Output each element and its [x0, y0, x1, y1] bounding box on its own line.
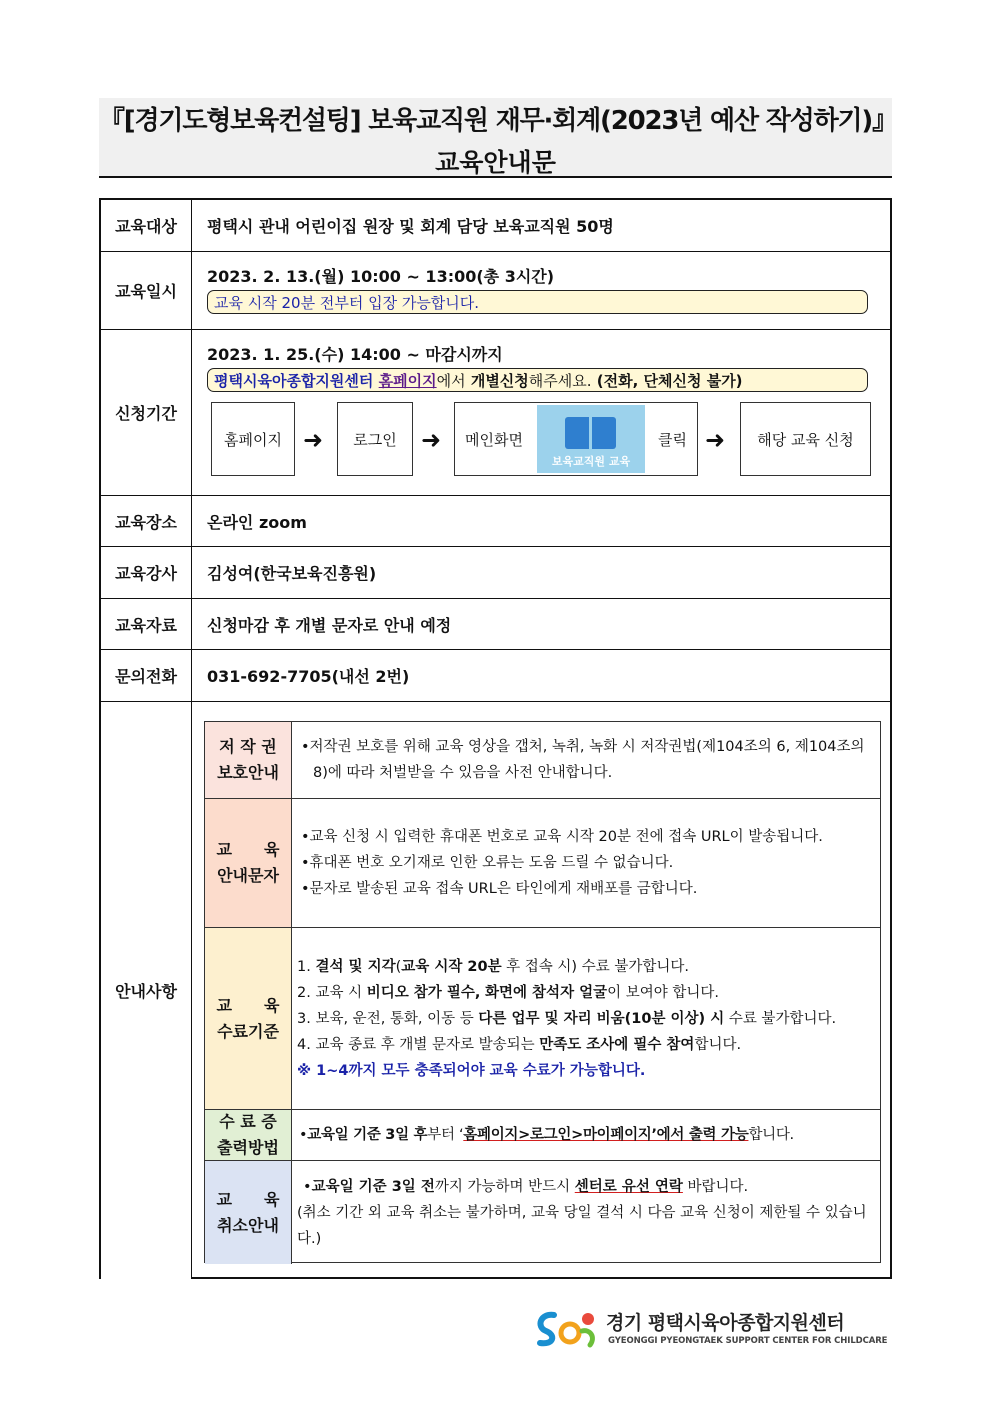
- item-bold: 화면에 참석자 얼굴: [484, 984, 608, 1001]
- book-icon: [537, 405, 645, 473]
- notice-completion: [205, 928, 880, 1110]
- notice-head: [205, 722, 292, 798]
- row-value: 온라인 zoom: [207, 512, 307, 532]
- title-box: [99, 98, 897, 178]
- notice-table: [204, 721, 881, 1263]
- book-label: 보육교직원 교육: [551, 455, 631, 468]
- notice-cancel: [205, 1161, 880, 1264]
- row-value: 2023. 2. 13.(월) 10:00 ~ 13:00(총 3시간): [207, 267, 555, 286]
- item-text: 후 접속 시) 수료 불가합니다.: [501, 958, 689, 975]
- item-text: 보육, 운전, 통화, 이동 등: [315, 1010, 474, 1027]
- item-bold: 교육일 기준 3일 전: [311, 1178, 435, 1195]
- head-line1: 교 육: [216, 995, 280, 1015]
- homepage-text: 홈페이지: [378, 371, 437, 390]
- row-label: 신청기간: [101, 330, 192, 495]
- flow-main-label: 메인화면: [465, 430, 523, 449]
- head-line2: 출력방법: [217, 1138, 279, 1157]
- item-text: 까지 가능하며 반드시: [434, 1178, 571, 1195]
- item-text: 수료 불가합니다.: [728, 1010, 837, 1027]
- center-name-en: GYEONGGI PYEONGTAEK SUPPORT CENTER FOR CHILDCARE: [608, 1336, 888, 1346]
- notice-body: [297, 928, 872, 1109]
- notice-body: [297, 1161, 872, 1264]
- row-datetime: [101, 252, 890, 330]
- row-label: 교육대상: [101, 200, 192, 251]
- apply-note: [207, 368, 868, 392]
- notice-body: [299, 799, 872, 927]
- item-text: 이 보여야 합니다.: [607, 984, 720, 1001]
- row-apply: [101, 330, 890, 496]
- row-lecturer: [101, 547, 890, 599]
- list-item: [297, 954, 872, 980]
- head-line2: 안내문자: [217, 866, 279, 885]
- cancel-subtext: (취소 기간 외 교육 취소는 불가하며, 교육 당일 결석 시 다음 교육 신청이 제한될 수 있습니다.): [297, 1204, 867, 1247]
- row-value: 평택시 관내 어린이집 원장 및 회계 담당 보육교직원 50명: [207, 217, 614, 236]
- item-bold: 만족도 조사에 필수 참여: [539, 1036, 695, 1053]
- item-bold: 교육일 기준 3일 후: [307, 1127, 428, 1143]
- item-num: 1.: [297, 958, 311, 975]
- notice-body: [299, 722, 872, 798]
- notice-head: [205, 1161, 292, 1264]
- item-num: 3.: [297, 1010, 311, 1027]
- item-text: 바랍니다.: [687, 1178, 749, 1195]
- row-value: 신청마감 후 개별 문자로 안내 예정: [207, 615, 452, 635]
- row-notice: [101, 702, 890, 1279]
- head-line1: 저 작 권: [219, 737, 277, 756]
- head-line1: 교 육: [216, 840, 280, 859]
- row-contact: [101, 650, 890, 702]
- list-item: [297, 1006, 872, 1032]
- list-item: [297, 980, 872, 1006]
- info-table: [99, 198, 892, 1279]
- arrow-icon: ➜: [303, 426, 324, 454]
- head-line2: 보호안내: [217, 763, 279, 782]
- arrow-icon: ➜: [421, 426, 442, 454]
- flow-step-login: 로그인: [337, 402, 413, 476]
- notice-head: [205, 1110, 292, 1160]
- list-item: [297, 1032, 872, 1058]
- head-line2: 수료기준: [217, 1021, 279, 1041]
- flow-click-label: 클릭: [658, 430, 687, 449]
- item-text: 교육 시: [315, 984, 363, 1001]
- item-num: 2.: [297, 984, 311, 1001]
- item-bold: ,: [474, 984, 481, 1001]
- row-material: [101, 599, 890, 650]
- list-item: •문자로 발송된 교육 접속 URL은 타인에게 재배포를 금합니다.: [301, 881, 698, 897]
- arrow-icon: ➜: [705, 426, 726, 454]
- row-label: 교육장소: [101, 496, 192, 546]
- completion-note: ※ 1~4까지 모두 충족되어야 교육 수료가 가능합니다.: [297, 1062, 646, 1079]
- document-title: 『[경기도형보육컨설팅] 보육교직원 재무·회계(2023년 예산 작성하기)』: [99, 106, 897, 136]
- row-value: 2023. 1. 25.(수) 14:00 ~ 마감시까지: [207, 345, 503, 364]
- footer: [532, 1305, 892, 1355]
- item-text: (: [395, 958, 402, 975]
- note-individual: 개별신청: [470, 371, 529, 390]
- center-logo-icon: [532, 1307, 602, 1351]
- row-value: 김성여(한국보육진흥원): [207, 564, 377, 583]
- notice-body: [299, 1110, 872, 1160]
- item-bold: 비디오 참가 필수: [366, 984, 475, 1001]
- row-label: 안내사항: [101, 702, 192, 1279]
- row-label: 교육자료: [101, 599, 192, 649]
- item-bold: 결석 및 지각: [315, 958, 396, 975]
- notice-sms: [205, 799, 880, 928]
- row-label: 교육강사: [101, 547, 192, 598]
- bullet: •: [299, 1127, 308, 1143]
- head-line1: 교 육: [216, 1189, 280, 1209]
- bullet: •: [303, 1178, 312, 1195]
- list-item: •교육 신청 시 입력한 휴대폰 번호로 교육 시작 20분 전에 접속 URL이 발송됩니다.: [301, 829, 823, 845]
- item-bold: 홈페이지>로그인>마이페이지’에서 출력 가능: [463, 1127, 749, 1143]
- head-line1: 수 료 증: [219, 1112, 277, 1131]
- row-target: [101, 200, 890, 252]
- item-num: 4.: [297, 1036, 311, 1053]
- row-label: 교육일시: [101, 252, 192, 329]
- row-value: 031-692-7705(내선 2번): [207, 667, 410, 686]
- item-text: 부터 ‘: [427, 1127, 464, 1143]
- document-subtitle: 교육안내문: [435, 148, 556, 177]
- note-mid: 에서: [436, 371, 466, 390]
- row-label: 문의전화: [101, 650, 192, 701]
- head-line2: 취소안내: [217, 1215, 279, 1235]
- item-bold: 센터로 유선 연락: [574, 1178, 683, 1195]
- item-text: 합니다.: [694, 1036, 742, 1053]
- center-name: 경기 평택시육아종합지원센터: [606, 1312, 845, 1334]
- notice-copyright: [205, 722, 880, 799]
- note-tail: 해주세요.: [528, 371, 592, 390]
- notice-head: [205, 928, 292, 1109]
- entry-note: 교육 시작 20분 전부터 입장 가능합니다.: [207, 290, 868, 314]
- list-item: •휴대폰 번호 오기재로 인한 오류는 도움 드릴 수 없습니다.: [301, 855, 674, 871]
- item-text: 합니다.: [748, 1127, 794, 1143]
- apply-flow: [211, 402, 871, 476]
- notice-head: [205, 799, 292, 927]
- notice-certificate: [205, 1110, 880, 1161]
- item-bold: 교육 시작 20분: [401, 958, 502, 975]
- flow-step-main: [454, 402, 698, 476]
- item-bold: 다른 업무 및 자리 비움(10분 이상) 시: [478, 1010, 725, 1027]
- flow-step-homepage: 홈페이지: [211, 402, 295, 476]
- item-text: 교육 종료 후 개별 문자로 발송되는: [315, 1036, 535, 1053]
- copyright-text: •저작권 보호를 위해 교육 영상을 갭처, 녹취, 녹화 시 저작권법(제104조의 6, 제104조의 8)에 따라 처벌받을 수 있음을 사전 안내합니다.: [301, 739, 865, 781]
- center-name: 평택시육아종합지원센터: [214, 371, 374, 390]
- flow-step-apply: 해당 교육 신청: [740, 402, 871, 476]
- row-place: [101, 496, 890, 547]
- cancel-text: [297, 1174, 872, 1200]
- note-paren: (전화, 단체신청 불가): [596, 371, 743, 390]
- certificate-text: [299, 1122, 872, 1148]
